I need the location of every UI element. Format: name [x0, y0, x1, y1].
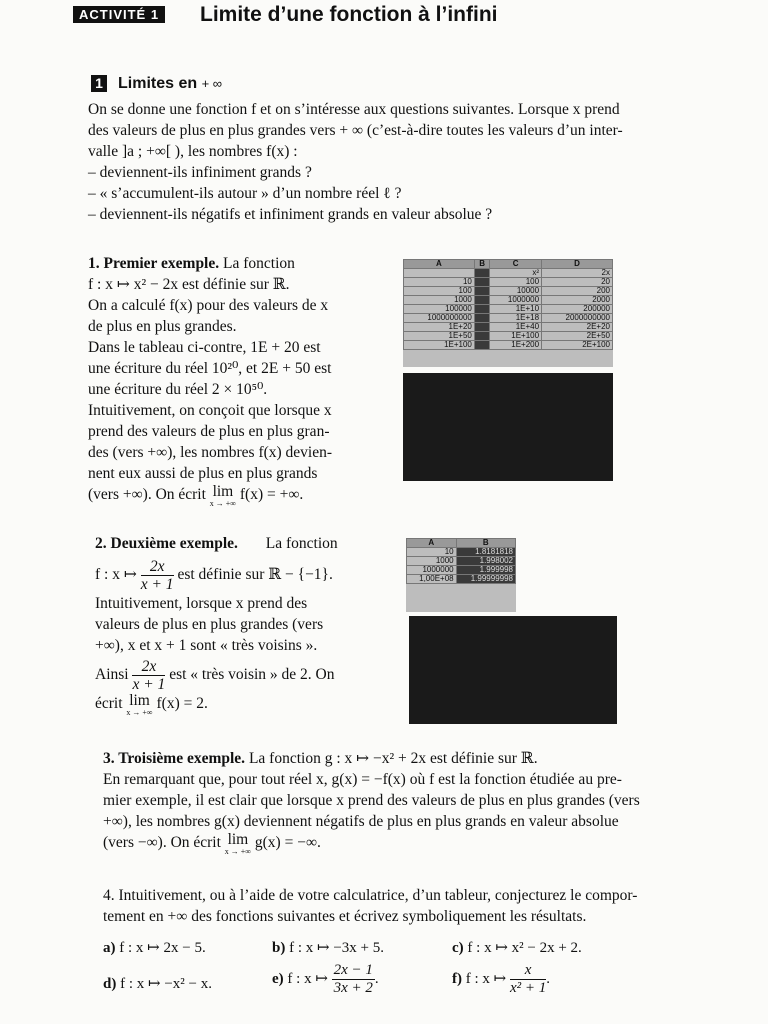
- table-cell: 2E+20: [542, 323, 613, 332]
- table-cell: 20: [542, 278, 613, 287]
- limit-expression: lim x → +∞: [224, 831, 252, 856]
- page-title: Limite d’une fonction à l’infini: [200, 3, 498, 26]
- fraction: $\frac{2x}{x + 1}$: [132, 658, 166, 693]
- exercise-item-a: a) f : x ↦ 2x − 5.: [103, 940, 206, 956]
- table-cell: 1E+100: [490, 332, 542, 341]
- table-cell: [474, 269, 489, 278]
- exercise-item-c: c) f : x ↦ x² − 2x + 2.: [452, 940, 582, 956]
- calculator-screenshot-2: [409, 616, 617, 724]
- example-2-heading: 2. Deuxième exemple.: [95, 535, 238, 552]
- limit-expression: lim x → +∞: [209, 483, 237, 508]
- table-cell: [474, 314, 489, 323]
- table-cell: 10: [407, 548, 457, 557]
- example-1-text: 1. Premier exemple. La fonction f : x ↦ x² − 2x est définie sur ℝ. On a calculé f(x) pour des valeurs de x de plus en plus grandes. Dans le tableau ci-contre, 1E + 20 est une écriture du réel 10²⁰, et 2E + 50 est une écriture du réel 2 × 10⁵⁰. Intuitivement, on conçoit que lorsque x prend des valeurs de plus en plus gran- des (vers +∞), les nombres f(x) devien- nent eux aussi de plus en plus grands (vers +∞). On écrit lim x → +∞ f(x) = +∞.: [88, 255, 333, 508]
- calculator-screenshot-1: [403, 373, 613, 481]
- limit-expression: lim x → +∞: [126, 692, 153, 717]
- column-header: B: [474, 260, 489, 269]
- table-row: [404, 278, 613, 287]
- exercise-item-f: f) f : x ↦ $\frac{x}{\text{x² + 1}}$ .: [452, 962, 551, 996]
- table-cell: 1000000: [490, 296, 542, 305]
- table-row: [404, 341, 613, 350]
- table-cell: [474, 296, 489, 305]
- intro-line: – deviennent-ils infiniment grands ?: [88, 164, 312, 181]
- intro-line: des valeurs de plus en plus grandes vers + ∞ (c’est-à-dire toutes les valeurs d’un inter-: [88, 122, 623, 139]
- table-cell: 1.998002: [456, 557, 515, 566]
- table-cell: [474, 287, 489, 296]
- table-cell: [474, 305, 489, 314]
- example-3-text: 3. Troisième exemple. La fonction g : x ↦ −x² + 2x est définie sur ℝ. En remarquant que, pour tout réel x, g(x) = −f(x) où f est la fonction étudiée au pre- mier exemple, il est clair que lorsque x prend des valeurs de plus en plus grandes (vers +∞), les nombres g(x) deviennent négatifs de plus en plus grands en valeur absolue (vers −∞). On écrit lim x → +∞ g(x) = −∞.: [103, 750, 640, 856]
- exercise-item-d: d) f : x ↦ −x² − x.: [103, 976, 212, 992]
- spreadsheet-1: [403, 259, 613, 367]
- table-cell: 1E+18: [490, 314, 542, 323]
- column-header: D: [542, 260, 613, 269]
- section-title: Limites en + ∞: [118, 75, 223, 92]
- table-cell: 1,00E+08: [407, 575, 457, 584]
- spreadsheet-2: [406, 538, 516, 612]
- table-cell: 1.8181818: [456, 548, 515, 557]
- section-number: 1: [91, 75, 107, 92]
- activity-badge: ACTIVITÉ 1: [73, 6, 165, 23]
- fraction: $\frac{2x}{x + 1}$: [140, 558, 174, 593]
- intro-line: – « s’accumulent-ils autour » d’un nombre réel ℓ ?: [88, 185, 402, 202]
- table-cell: 2000: [542, 296, 613, 305]
- table-cell: 1E+200: [490, 341, 542, 350]
- table-row: [404, 314, 613, 323]
- table-cell: 100000: [404, 305, 475, 314]
- intro-line: valle ]a ; +∞[ ), les nombres f(x) :: [88, 143, 298, 160]
- exercise-item-b: b) f : x ↦ −3x + 5.: [272, 940, 384, 956]
- table-cell: 1E+40: [490, 323, 542, 332]
- column-header: A: [404, 260, 475, 269]
- table-cell: 1000: [404, 296, 475, 305]
- table-row: [407, 575, 516, 584]
- table-cell: 1000000: [407, 566, 457, 575]
- table-cell: x²: [490, 269, 542, 278]
- column-header: B: [456, 539, 515, 548]
- column-header: A: [407, 539, 457, 548]
- example-1-heading: 1. Premier exemple.: [88, 255, 220, 272]
- table-cell: 1000: [407, 557, 457, 566]
- table-cell: 10000: [490, 287, 542, 296]
- intro-paragraph: [88, 99, 688, 225]
- table-row: [404, 332, 613, 341]
- table-cell: 2E+100: [542, 341, 613, 350]
- table-cell: 2000000000: [542, 314, 613, 323]
- exercise-4-text: 4. Intuitivement, ou à l’aide de votre calculatrice, d’un tableur, conjecturez le compor- tement en +∞ des fonctions suivantes et écrivez symboliquement les résultats.: [103, 887, 638, 925]
- table-cell: 2x: [542, 269, 613, 278]
- table-row: [404, 269, 613, 278]
- table-cell: 1E+100: [404, 341, 475, 350]
- table-cell: 2E+50: [542, 332, 613, 341]
- table-row: [404, 296, 613, 305]
- table-cell: 200000: [542, 305, 613, 314]
- table-cell: 100: [404, 287, 475, 296]
- table-row: [404, 323, 613, 332]
- table-cell: [474, 278, 489, 287]
- table-cell: 1E+50: [404, 332, 475, 341]
- table-cell: 10: [404, 278, 475, 287]
- table-cell: [474, 332, 489, 341]
- table-cell: 1E+10: [490, 305, 542, 314]
- table-cell: 1E+20: [404, 323, 475, 332]
- table-cell: 100: [490, 278, 542, 287]
- table-cell: [474, 341, 489, 350]
- intro-line: On se donne une fonction f et on s’intéresse aux questions suivantes. Lorsque x prend: [88, 101, 620, 118]
- table-cell: 200: [542, 287, 613, 296]
- column-header: C: [490, 260, 542, 269]
- table-cell: 1.99999998: [456, 575, 515, 584]
- example-2-text: 2. Deuxième exemple. La fonction f : x ↦ $\frac{2x}{x + 1}$ est définie sur ℝ − {−1}. Intuitivement, lorsque x prend des valeurs de plus en plus grandes (vers +∞), x et x + 1 sont « très voisins ». Ainsi $\frac{2x}{x + 1}$ est « très voisin » de 2. On écrit lim x → +∞ f(x) = 2.: [95, 535, 338, 717]
- exercise-item-e: e) f : x ↦ $\frac{2x - 1}{3x + 2}$ .: [272, 962, 379, 996]
- intro-line: – deviennent-ils négatifs et infiniment grands en valeur absolue ?: [88, 206, 493, 223]
- table-cell: 1000000000: [404, 314, 475, 323]
- table-cell: 1.999998: [456, 566, 515, 575]
- table-cell: [474, 323, 489, 332]
- example-3-heading: 3. Troisième exemple.: [103, 750, 246, 767]
